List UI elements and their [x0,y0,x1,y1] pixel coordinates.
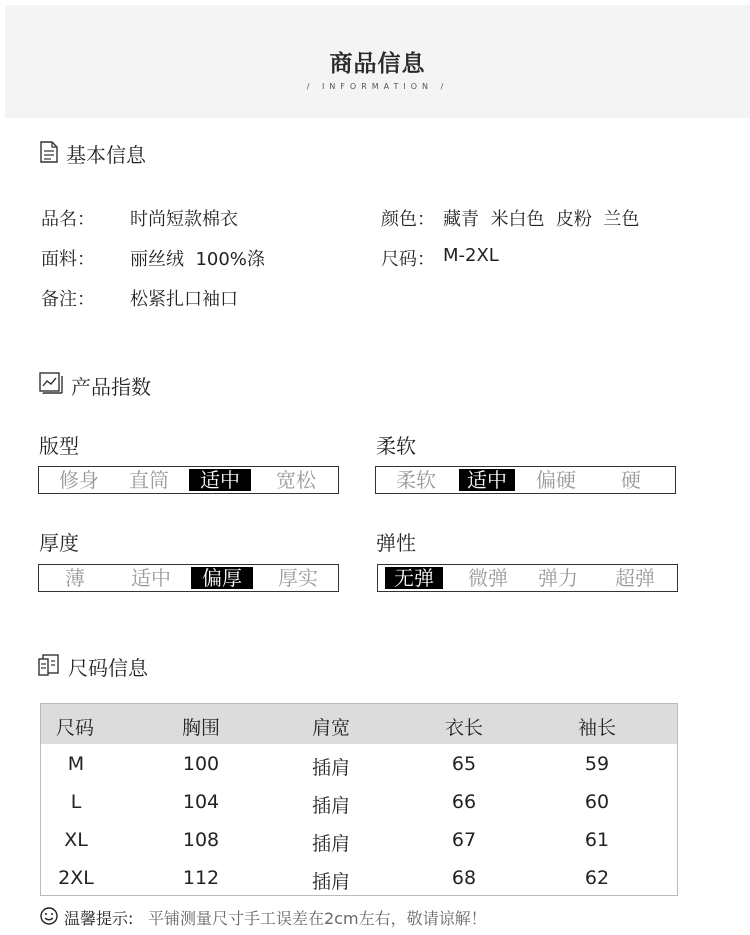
table-cell: 插肩 [311,795,350,817]
smiley-icon [40,907,58,925]
rating-option-selected: 无弹 [385,567,443,589]
section-title-size: 尺码信息 [68,656,148,680]
rating-option: 直筒 [129,468,169,492]
rating-label-elasticity: 弹性 [376,531,416,555]
rating-thickness [38,564,339,592]
table-cell: L [70,791,82,813]
name-value: 时尚短款棉衣 [130,209,238,230]
table-cell: 2XL [58,867,94,889]
rating-option: 宽松 [276,468,316,492]
rating-option: 超弹 [615,566,655,590]
rating-option: 薄 [65,566,85,590]
table-cell: 104 [182,791,220,813]
chart-icon [39,372,63,394]
page-header [5,5,750,118]
rating-fit [38,466,339,494]
table-cell: 112 [182,867,220,889]
page-title: 商品信息 [329,51,426,77]
table-header-cell: 肩宽 [311,717,350,739]
fabric-value: 丽丝绒 100%涤 [130,249,265,270]
rating-option: 厚实 [278,566,318,590]
rating-option: 适中 [131,566,171,590]
table-header-cell: 袖长 [577,717,616,739]
rating-softness [375,466,676,494]
size-value: M-2XL [443,245,499,266]
table-cell: M [67,753,85,775]
rating-label-thickness: 厚度 [39,531,79,555]
rating-option-selected: 适中 [189,469,251,491]
table-cell: 65 [451,753,477,775]
rating-option: 弹力 [538,566,578,590]
table-cell: 插肩 [311,871,350,893]
table-cell: 60 [584,791,610,813]
table-cell: 68 [451,867,477,889]
tip-text: 平铺测量尺寸手工误差在2cm左右，敬请谅解！ [148,909,487,928]
rating-elasticity [377,564,678,592]
page-subtitle: / INFORMATION / [306,82,449,91]
rating-option: 柔软 [396,468,436,492]
size-table [40,703,678,896]
color-value: 藏青 米白色 皮粉 兰色 [443,209,640,230]
table-cell: 100 [182,753,220,775]
table-header-cell: 胸围 [181,717,220,739]
table-cell: XL [64,829,88,851]
rating-option-selected: 适中 [459,469,515,491]
table-cell: 61 [584,829,610,851]
fabric-label: 面料： [41,249,95,270]
rating-option: 硬 [621,468,641,492]
rating-option: 偏硬 [536,468,576,492]
rating-option-selected: 偏厚 [191,567,253,589]
table-header-cell: 尺码 [55,717,94,739]
table-cell: 插肩 [311,757,350,779]
name-label: 品名： [41,209,95,230]
table-cell: 66 [451,791,477,813]
table-cell: 59 [584,753,610,775]
rating-option: 微弹 [468,566,508,590]
table-cell: 插肩 [311,833,350,855]
color-label: 颜色： [381,209,435,230]
document-icon [40,141,58,163]
size-chart-icon [38,654,60,676]
section-title-index: 产品指数 [71,375,151,399]
table-cell: 108 [182,829,220,851]
rating-label-softness: 柔软 [376,434,416,458]
section-title-basic: 基本信息 [66,143,146,167]
note-value: 松紧扎口袖口 [130,289,238,310]
table-cell: 67 [451,829,477,851]
note-label: 备注： [41,289,95,310]
rating-label-fit: 版型 [39,434,79,458]
size-label: 尺码： [381,249,435,270]
tip-label: 温馨提示: [64,909,134,928]
rating-option: 修身 [59,468,99,492]
table-header-cell: 衣长 [444,717,483,739]
table-cell: 62 [584,867,610,889]
